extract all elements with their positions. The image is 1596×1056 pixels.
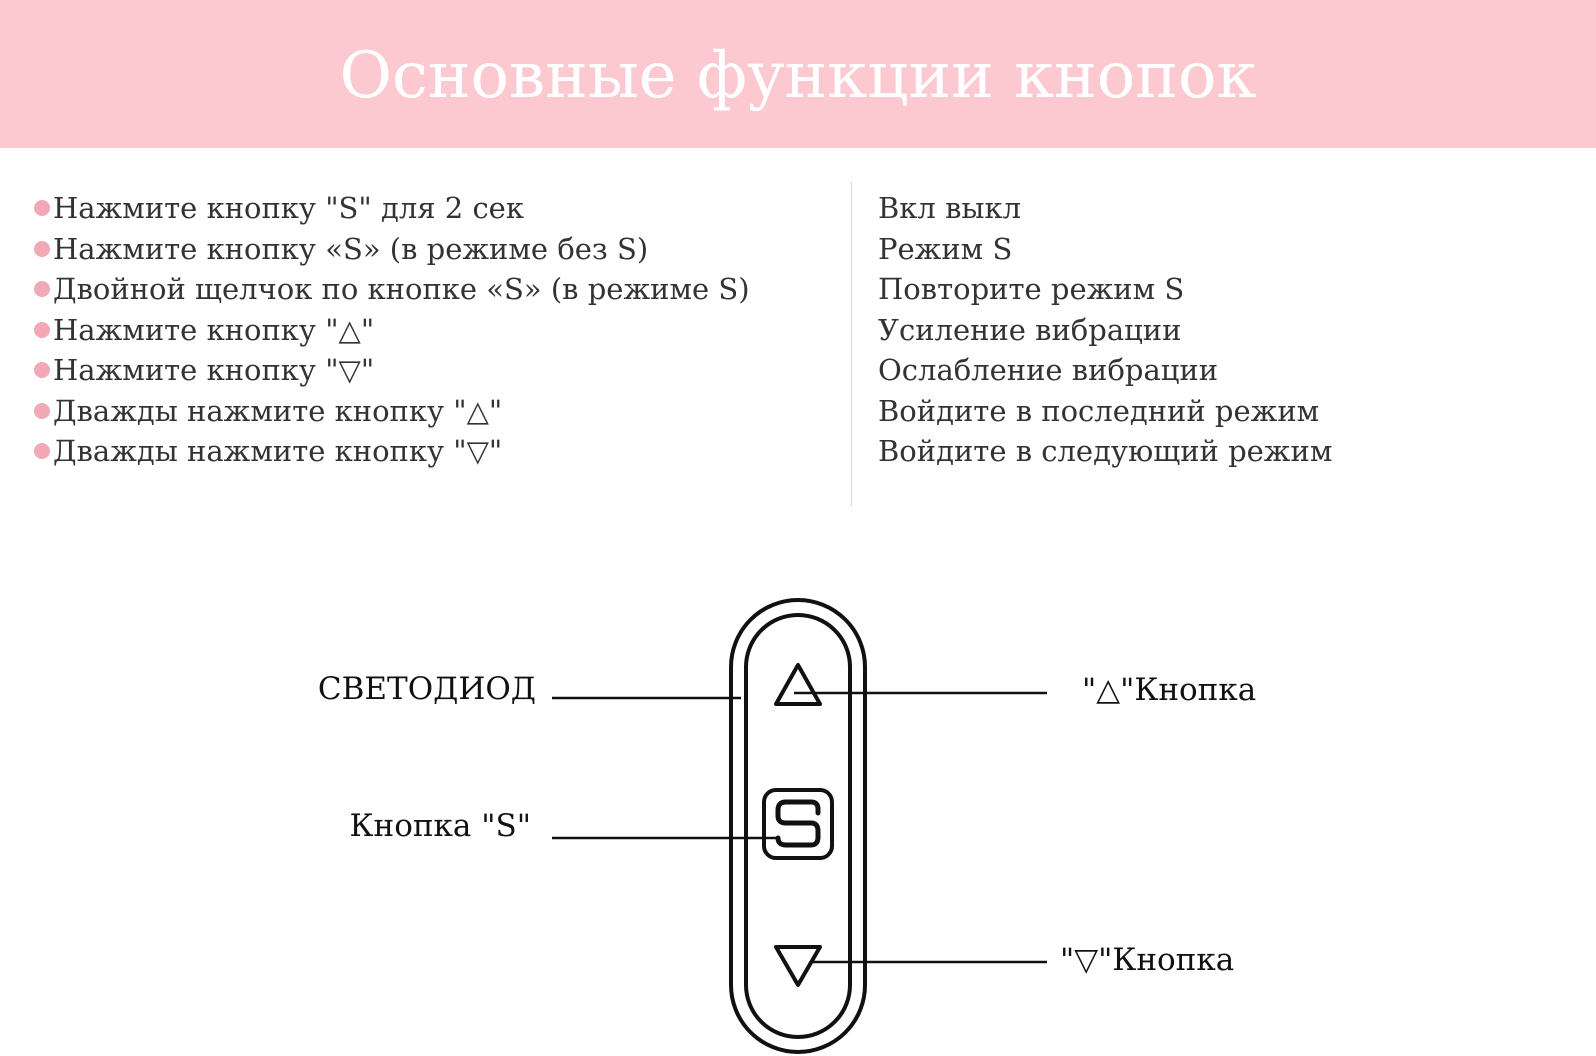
action-text: Нажмите кнопку "▽" (53, 353, 375, 387)
action-text: Нажмите кнопку "S" для 2 сек (53, 191, 524, 225)
result-item: Повторите режим S (878, 272, 1185, 306)
up-button-label: "△"Кнопка (1082, 672, 1257, 708)
result-item: Войдите в следующий режим (878, 434, 1333, 468)
action-text: Дважды нажмите кнопку "▽" (53, 434, 503, 468)
action-text: Дважды нажмите кнопку "△" (53, 393, 503, 428)
remote-inner-outline (746, 615, 850, 1037)
down-triangle-icon (776, 947, 820, 985)
result-item: Войдите в последний режим (878, 393, 1320, 428)
down-button-label: "▽"Кнопка (1060, 942, 1235, 978)
result-item: Ослабление вибрации (878, 353, 1219, 387)
s-letter-icon (778, 802, 818, 845)
result-item: Вкл выкл (878, 191, 1022, 225)
led-label: СВЕТОДИОД (317, 671, 536, 707)
up-triangle-icon (776, 665, 820, 704)
action-text: Нажмите кнопку "△" (53, 312, 375, 347)
action-text: Двойной щелчок по кнопке «S» (в режиме S) (53, 272, 750, 306)
page-title: Основные функции кнопок (339, 39, 1257, 113)
s-button-label: Кнопка "S" (349, 808, 531, 844)
result-item: Режим S (878, 231, 1013, 266)
result-item: Усиление вибрации (878, 312, 1182, 347)
action-text: Нажмите кнопку «S» (в режиме без S) (53, 231, 649, 266)
